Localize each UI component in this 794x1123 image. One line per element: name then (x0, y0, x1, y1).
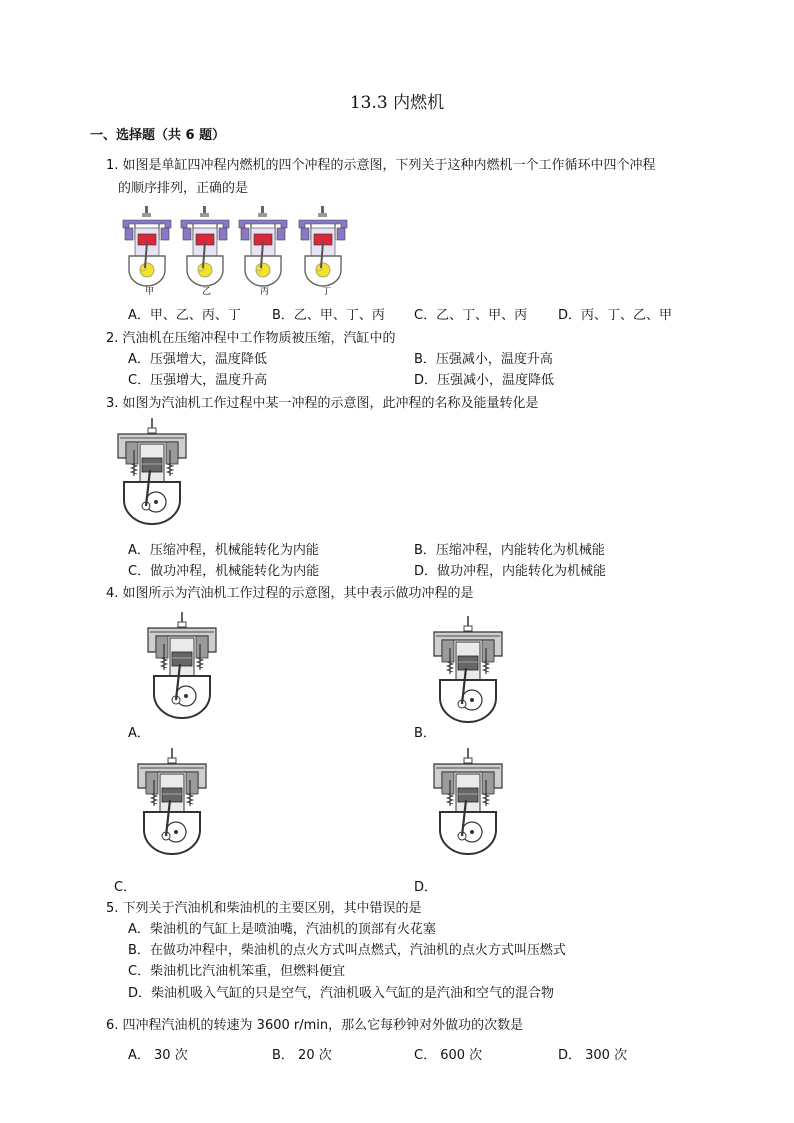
q5-option-a[interactable]: A．柴油机的气缸上是喷油嘴，汽油机的顶部有火花塞 (128, 922, 436, 937)
q2-stem: 2. 汽油机在压缩冲程中工作物质被压缩，汽缸中的 (106, 331, 396, 346)
q6-option-d[interactable]: D． 300 次 (558, 1048, 628, 1063)
q1-engine-bing-figure (237, 206, 289, 292)
page-title: 13.3 内燃机 (349, 93, 445, 113)
q4-engine-c-figure (136, 748, 208, 860)
q1-label-ding: 丁 (322, 287, 332, 297)
q4-stem: 4. 如图所示为汽油机工作过程的示意图，其中表示做功冲程的是 (106, 586, 474, 601)
q5-option-d[interactable]: D．柴油机吸入气缸的只是空气，汽油机吸入气缸的是汽油和空气的混合物 (128, 986, 555, 1001)
q6-option-c[interactable]: C． 600 次 (414, 1048, 483, 1063)
q3-stem: 3. 如图为汽油机工作过程中某一冲程的示意图，此冲程的名称及能量转化是 (106, 396, 539, 411)
q2-option-d[interactable]: D．压强减小，温度降低 (414, 373, 555, 388)
q4-option-a[interactable]: A． (128, 726, 150, 741)
q3-engine-figure (116, 418, 188, 530)
q4-option-d[interactable]: D． (414, 880, 438, 895)
q5-option-b[interactable]: B．在做功冲程中，柴油机的点火方式叫点燃式，汽油机的点火方式叫压燃式 (128, 943, 566, 958)
q3-option-d[interactable]: D．做功冲程，内能转化为机械能 (414, 564, 607, 579)
q2-option-c[interactable]: C．压强增大，温度升高 (128, 373, 268, 388)
q1-option-d[interactable]: D．丙、丁、乙、甲 (558, 308, 673, 323)
q6-option-a[interactable]: A． 30 次 (128, 1048, 188, 1063)
q3-option-b[interactable]: B．压缩冲程，内能转化为机械能 (414, 543, 605, 558)
q1-engine-jia-figure (121, 206, 173, 292)
q3-option-a[interactable]: A．压缩冲程，机械能转化为内能 (128, 543, 319, 558)
q2-option-b[interactable]: B．压强减小，温度升高 (414, 352, 553, 367)
q1-option-a[interactable]: A．甲、乙、丙、丁 (128, 308, 241, 323)
q4-engine-a-figure (146, 612, 218, 724)
q6-stem: 6. 四冲程汽油机的转速为 3600 r/min，那么它每秒钟对外做功的次数是 (106, 1018, 524, 1033)
q4-option-b[interactable]: B． (414, 726, 436, 741)
q2-option-a[interactable]: A．压强增大，温度降低 (128, 352, 267, 367)
q5-stem: 5. 下列关于汽油机和柴油机的主要区别，其中错误的是 (106, 901, 422, 916)
q3-option-c[interactable]: C．做功冲程，机械能转化为内能 (128, 564, 320, 579)
q1-option-b[interactable]: B．乙、甲、丁、丙 (272, 308, 385, 323)
q6-option-b[interactable]: B． 20 次 (272, 1048, 332, 1063)
q1-stem-line2: 的顺序排列，正确的是 (118, 181, 249, 196)
q1-label-bing: 丙 (260, 287, 270, 297)
q1-label-jia: 甲 (145, 287, 155, 297)
q5-option-c[interactable]: C．柴油机比汽油机笨重，但燃料便宜 (128, 964, 346, 979)
q4-engine-b-figure (432, 616, 504, 728)
q4-engine-d-figure (432, 748, 504, 860)
q1-stem-line1: 1. 如图是单缸四冲程内燃机的四个冲程的示意图，下列关于这种内燃机一个工作循环中四个冲程 (106, 158, 656, 173)
section-heading: 一、选择题（共 6 题） (90, 128, 226, 143)
q1-option-c[interactable]: C．乙、丁、甲、丙 (414, 308, 528, 323)
q1-engine-yi-figure (179, 206, 231, 292)
q1-label-yi: 乙 (202, 287, 212, 297)
q1-engine-ding-figure (297, 206, 349, 292)
q4-option-c[interactable]: C． (114, 880, 137, 895)
